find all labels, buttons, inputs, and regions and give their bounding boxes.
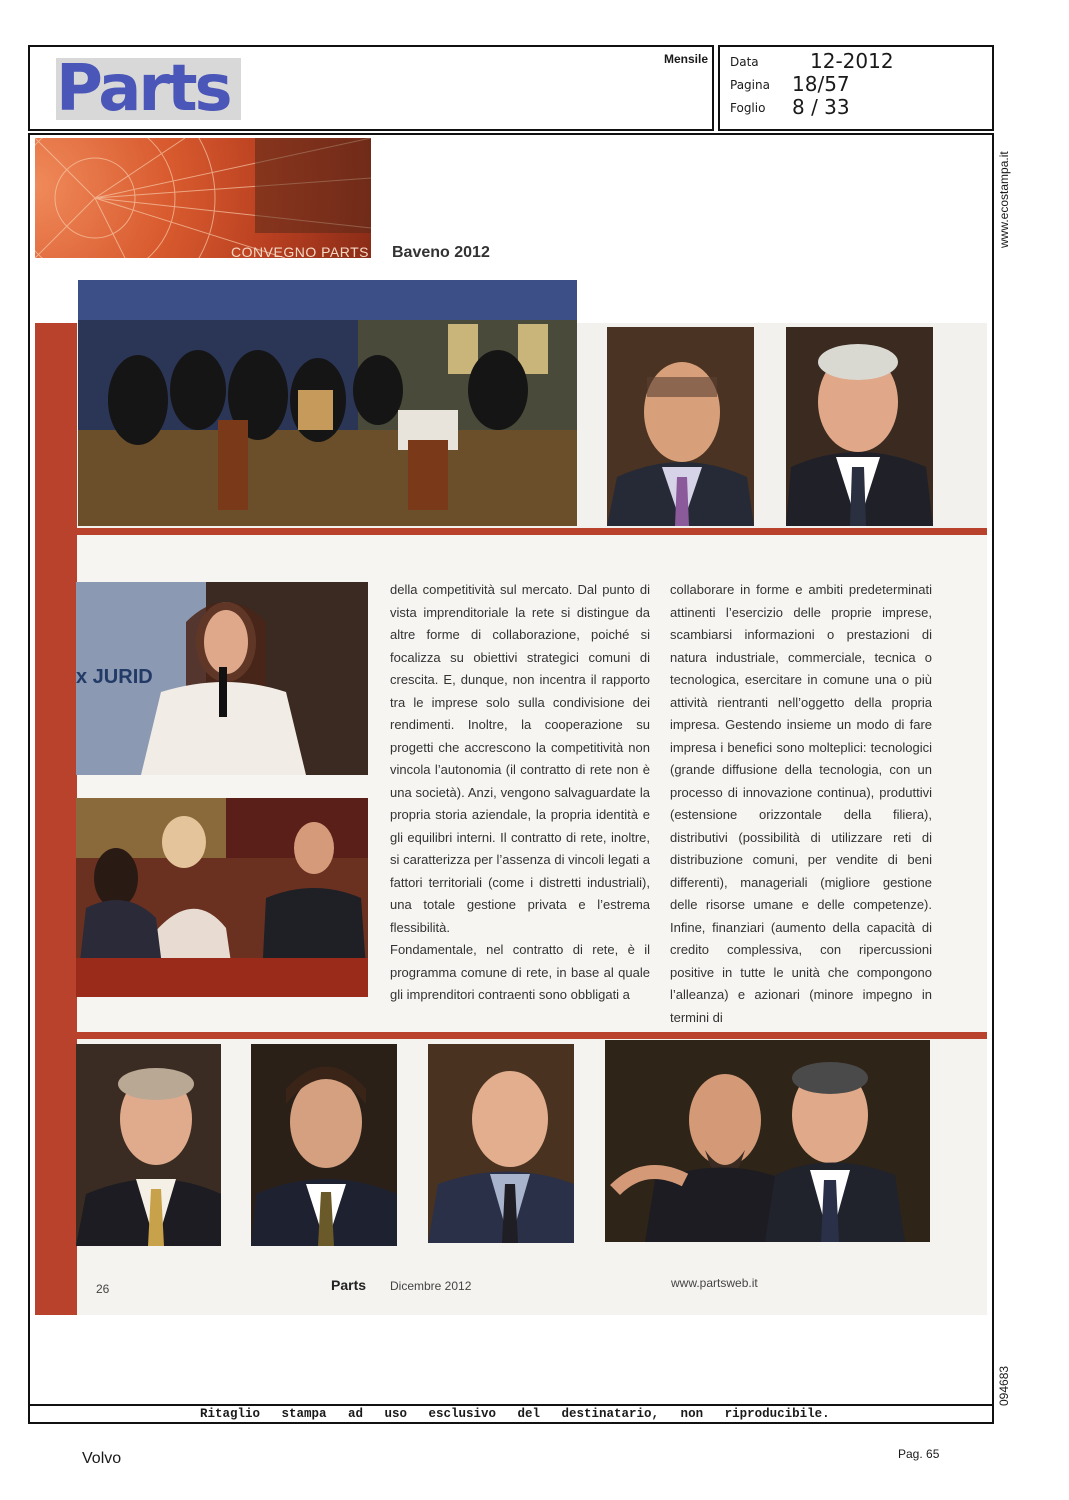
photo-portrait-2 (786, 327, 933, 526)
footer-website: www.partsweb.it (671, 1276, 758, 1290)
section-label: CONVEGNO PARTS (231, 244, 369, 258)
page-counter: Pag. 65 (898, 1447, 940, 1461)
page-number: 26 (96, 1282, 110, 1296)
photo-portrait-3 (76, 1044, 221, 1246)
red-rule-top (35, 528, 987, 535)
footer-logo: Parts (331, 1277, 367, 1293)
column1-paragraph-2: Fondamentale, nel contratto di rete, è il programma comune di rete, in base al quale gli imprenditori contraenti sono obbligati a (390, 942, 650, 1002)
article-column-2 (670, 579, 932, 1029)
data-label: Data (730, 55, 759, 69)
pagina-value: 18/57 (792, 72, 850, 96)
section-banner (35, 138, 371, 258)
disclaimer-text: Ritaglio stampa ad uso esclusivo del destinatario, non riproducibile. (200, 1407, 830, 1421)
photo-portrait-5 (428, 1044, 574, 1243)
foglio-label: Foglio (730, 101, 766, 115)
photo-portrait-1 (607, 327, 754, 526)
red-rule-bottom (35, 1032, 987, 1039)
photo-sign-text: x JURID (76, 666, 153, 688)
photo-panel-seated (76, 798, 368, 997)
publication-logo: Parts (56, 58, 241, 120)
client-name: Volvo (82, 1450, 122, 1467)
photo-speaker (76, 582, 368, 775)
photo-audience (78, 280, 577, 526)
data-value: 12-2012 (810, 49, 894, 73)
article-column-1 (390, 579, 650, 1007)
article-subtitle: Baveno 2012 (392, 244, 490, 261)
column1-paragraph-1: della competitività sul mercato. Dal punto di vista imprenditoriale la rete si distingue da altre forme di collaborazione, poiché si focalizza su obiettivi strategici comuni di crescita. E, dunque, non incentra il rapporto tra le imprese solo sulla condivisione dei rendimenti. Inoltre, la cooperazione su progetti che accrescono la competitività non vincola l’autonomia (il contratto di rete non è una società). Anzi, vengono salvaguardate la propria storia aziendale, la propria identità e gli equilibri interni. Il contratto di rete, inoltre, si caratterizza per l’assenza di vincoli legati a fattori territoriali (come i distretti industriali), una totale gestione privata e l’estrema flessibilità. (390, 582, 650, 935)
photo-portrait-duo (605, 1040, 930, 1242)
side-code: 094683 (997, 1365, 1011, 1406)
pagina-label: Pagina (730, 78, 770, 92)
side-website: www.ecostampa.it (997, 151, 1011, 248)
frequency-label: Mensile (664, 52, 709, 66)
red-left-bar (35, 323, 77, 1315)
foglio-value: 8 / 33 (792, 95, 850, 119)
footer-issue: Dicembre 2012 (390, 1279, 472, 1293)
disclaimer-rule (28, 1404, 994, 1406)
column2-paragraph-1: collaborare in forme e ambiti predeterminati attinenti l’esercizio delle proprie imprese, scambiarsi informazioni o prestazioni di natura industriale, commerciale, tecnica o tecnologica, esercitare in comune una o più attività rientranti nell’oggetto della propria impresa. Gestendo insieme un modo di fare impresa i benefici sono molteplici: tecnologici (grande diffusione della tecnologia, con un processo di innovazione continua), produttivi (estensione orizzontale della filiera), distributivi (possibilità di utilizzare reti di distribuzione comuni, per vendite di beni differenti), manageriali (migliore gestione delle risorse umane e delle competenze). Infine, finanziari (aumento della capacità di credito complessiva, con ripercussioni positive in tutte le unità che compongono l’alleanza) e azionari (minore impegno in termini di (670, 582, 932, 1025)
photo-portrait-4 (251, 1044, 397, 1246)
